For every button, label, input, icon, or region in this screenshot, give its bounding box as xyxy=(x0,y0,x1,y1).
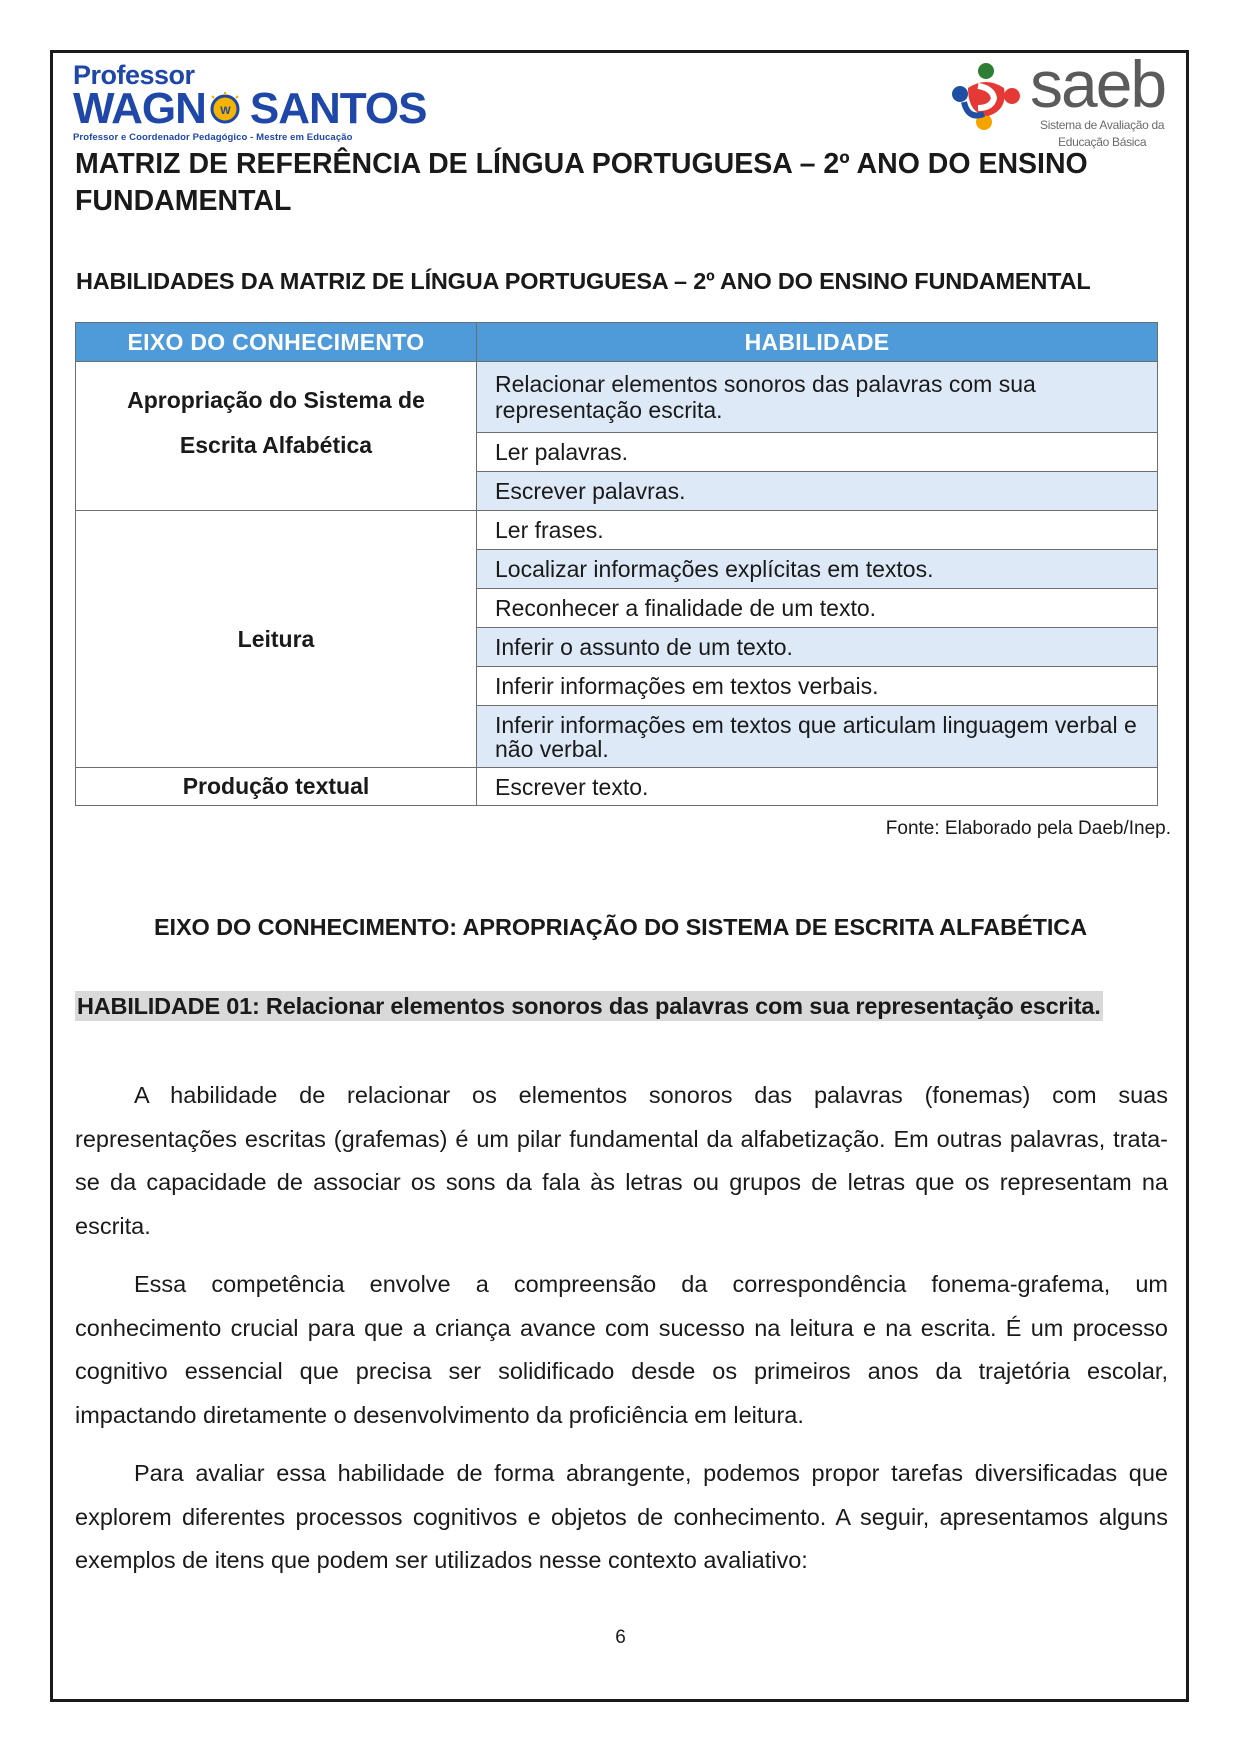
header-eixo: EIXO DO CONHECIMENTO xyxy=(76,323,477,362)
body-paragraph-1: A habilidade de relacionar os elementos sonoros das palavras (fonemas) com suas representações escritas (grafemas) é um pilar fundamental da alfabetização. Em outras palavras, trata-se da capacidade de associar os sons da fala às letras ou grupos de letras que os representam na escrita. xyxy=(75,1082,1168,1239)
saeb-wordmark: saeb xyxy=(1030,47,1166,121)
habilidade-cell: Inferir o assunto de um texto. xyxy=(477,628,1158,667)
habilidade-cell: Relacionar elementos sonoros das palavras com sua representação escrita. xyxy=(477,362,1158,433)
eixo-label-line2: Escrita Alfabética xyxy=(179,432,373,458)
habilidade-cell: Localizar informações explícitas em textos. xyxy=(477,550,1158,589)
saeb-tagline-2: Educação Básica xyxy=(1058,135,1147,149)
saeb-logo xyxy=(948,47,1186,152)
eixo-cell-producao xyxy=(76,768,477,806)
habilidade-01-heading: HABILIDADE 01: Relacionar elementos sonoros das palavras com sua representação escrita. xyxy=(77,993,1101,1019)
page-number: 6 xyxy=(615,1627,626,1648)
table-header-row xyxy=(76,323,1158,362)
habilidade-cell: Inferir informações em textos que articulam linguagem verbal e não verbal. xyxy=(477,706,1158,768)
brand-pre: Professor xyxy=(73,60,195,90)
axis-heading: EIXO DO CONHECIMENTO: APROPRIAÇÃO DO SISTEMA DE ESCRITA ALFABÉTICA xyxy=(153,914,1087,940)
table-row xyxy=(76,511,1158,550)
brand-name-left: WAGN xyxy=(73,84,206,133)
habilidade-cell: Ler palavras. xyxy=(477,433,1158,472)
table-row xyxy=(76,362,1158,433)
skills-matrix-table xyxy=(75,322,1158,806)
body-paragraph-3: Para avaliar essa habilidade de forma abrangente, podemos propor tarefas diversificadas que explorem diferentes processos cognitivos e objetos de conhecimento. A seguir, apresentamos alguns exemplos de itens que podem ser utilizados nesse contexto avaliativo: xyxy=(75,1460,1168,1573)
body-paragraph-2: Essa competência envolve a compreensão da correspondência fonema-grafema, um conhecimento crucial para que a criança avance com sucesso na leitura e na escrita. É um processo cognitivo essencial que precisa ser solidificado desde os primeiros anos da trajetória escolar, impactando diretamente o desenvolvimento da proficiência em leitura. xyxy=(75,1271,1168,1428)
habilidade-cell: Reconhecer a finalidade de um texto. xyxy=(477,589,1158,628)
lightbulb-icon xyxy=(208,92,242,126)
header-habilidade: HABILIDADE xyxy=(477,323,1158,362)
table-row xyxy=(76,768,1158,806)
eixo-cell-leitura xyxy=(76,511,477,768)
brand-name xyxy=(73,84,427,133)
svg-text:W: W xyxy=(220,105,230,117)
habilidade-cell: Escrever texto. xyxy=(477,768,1158,806)
habilidade-cell: Escrever palavras. xyxy=(477,472,1158,511)
habilidade-cell: Ler frases. xyxy=(477,511,1158,550)
brand-logo xyxy=(73,62,426,143)
brand-subtitle: Professor e Coordenador Pedagógico - Mestre em Educação xyxy=(73,132,353,143)
eixo-label: Leitura xyxy=(237,625,315,652)
page-title: MATRIZ DE REFERÊNCIA DE LÍNGUA PORTUGUESA – 2º ANO DO ENSINO FUNDAMENTAL xyxy=(75,148,1088,217)
table-source-note: Fonte: Elaborado pela Daeb/Inep. xyxy=(885,818,1171,839)
eixo-label: Produção textual xyxy=(182,773,370,799)
eixo-label-line1: Apropriação do Sistema de xyxy=(127,387,425,413)
saeb-tagline-1: Sistema de Avaliação da xyxy=(1040,118,1165,132)
section-subtitle: HABILIDADES DA MATRIZ DE LÍNGUA PORTUGUESA – 2º ANO DO ENSINO FUNDAMENTAL xyxy=(76,268,1091,294)
saeb-people-icon xyxy=(948,58,1024,134)
eixo-cell-apropriacao xyxy=(76,362,477,511)
brand-name-right: SANTOS xyxy=(249,84,427,133)
habilidade-cell: Inferir informações em textos verbais. xyxy=(477,667,1158,706)
